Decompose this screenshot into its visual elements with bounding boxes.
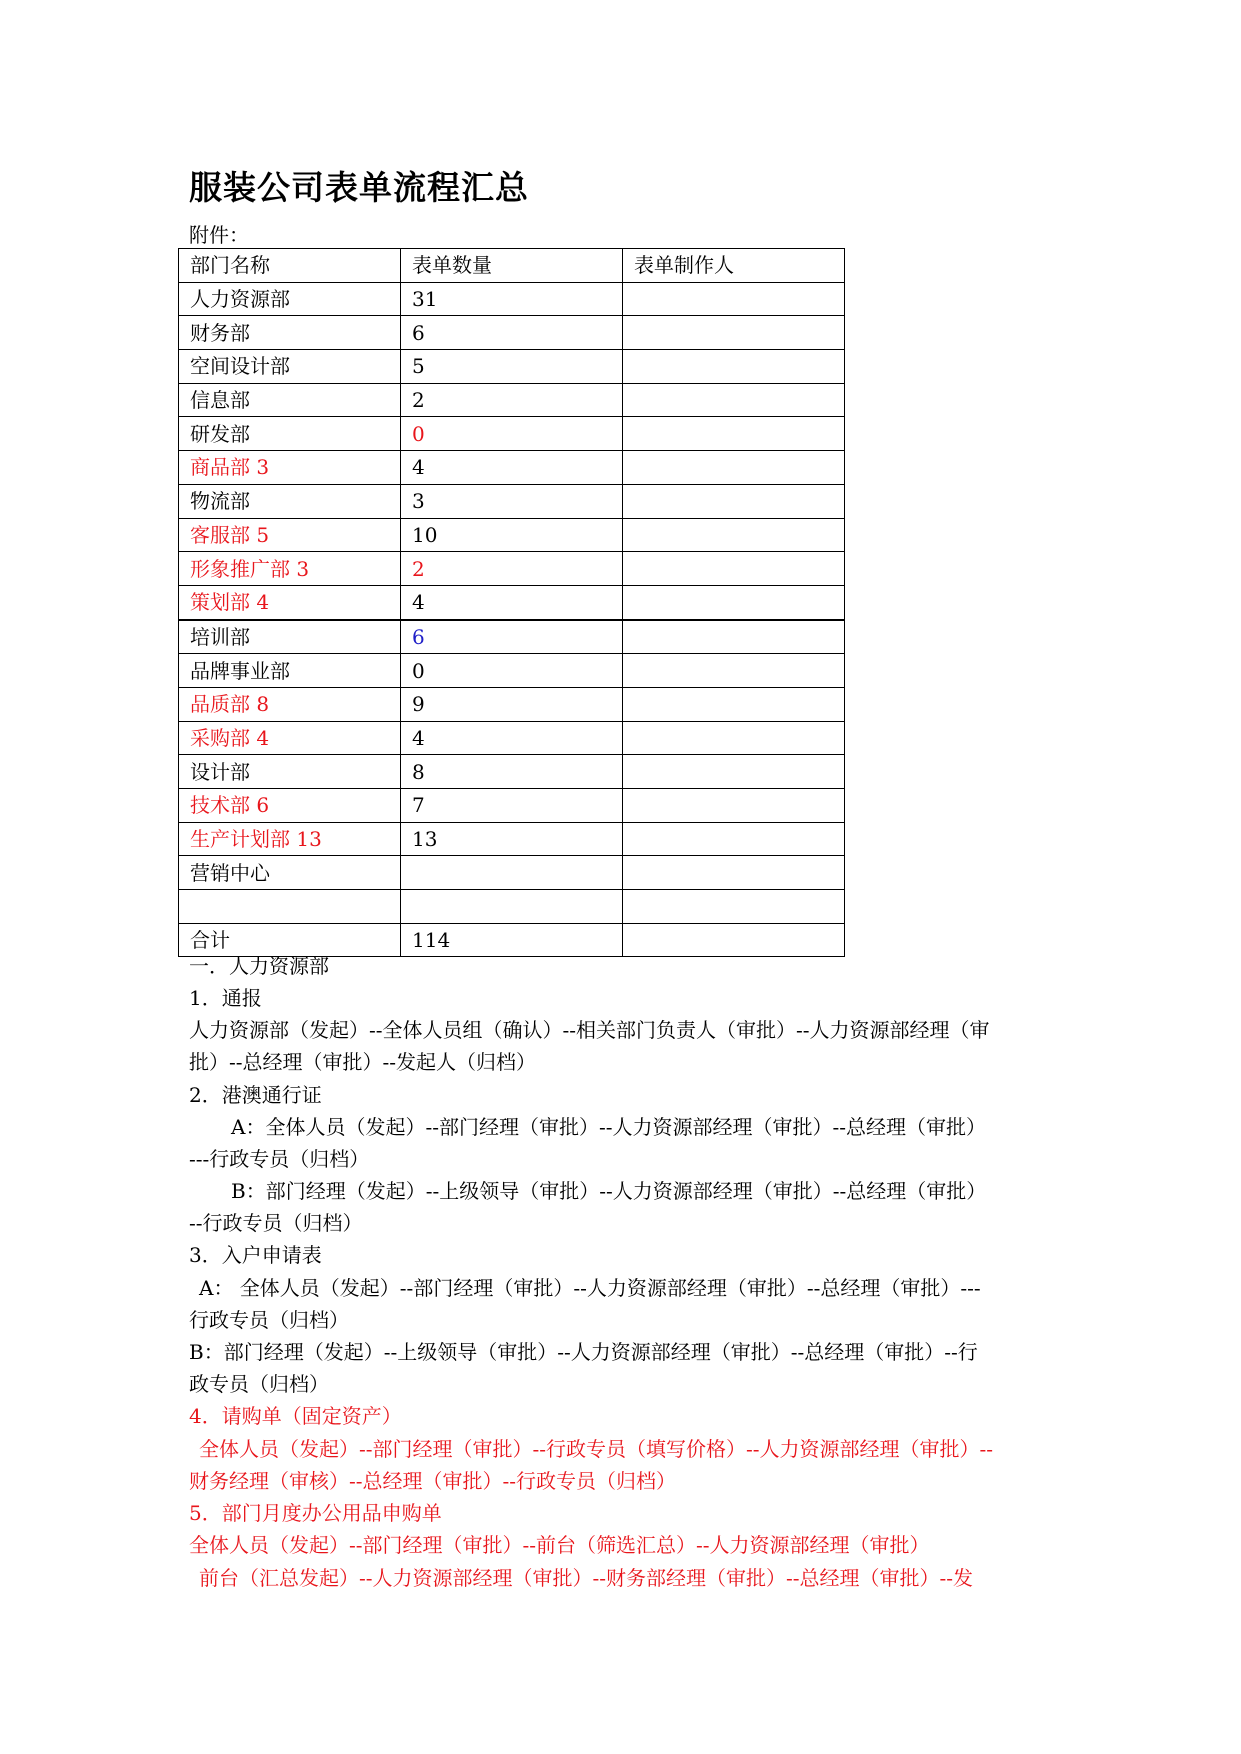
count-cell: 0 bbox=[401, 417, 623, 451]
maker-cell bbox=[623, 417, 845, 451]
table-row bbox=[179, 755, 845, 789]
count-cell: 3 bbox=[401, 484, 623, 518]
item-1-line-2: 批）--总经理（审批）--发起人（归档） bbox=[189, 1050, 537, 1074]
item-2-a-line-1: A：全体人员（发起）--部门经理（审批）--人力资源部经理（审批）--总经理（审批） bbox=[231, 1115, 986, 1139]
count-cell: 6 bbox=[401, 620, 623, 654]
count-cell: 2 bbox=[401, 383, 623, 417]
item-2-b-line-2: --行政专员（归档） bbox=[189, 1211, 363, 1235]
table-row bbox=[179, 620, 845, 654]
table-row bbox=[179, 417, 845, 451]
item-5-title: 5．部门月度办公用品申购单 bbox=[189, 1501, 442, 1525]
item-4-line-1: 全体人员（发起）--部门经理（审批）--行政专员（填写价格）--人力资源部经理（审批）-- bbox=[199, 1437, 994, 1461]
maker-cell bbox=[623, 923, 845, 957]
maker-cell bbox=[623, 316, 845, 350]
table-header-row bbox=[179, 249, 845, 283]
count-cell bbox=[401, 856, 623, 890]
dept-cell: 生产计划部 13 bbox=[179, 822, 401, 856]
count-cell: 13 bbox=[401, 822, 623, 856]
maker-cell bbox=[623, 856, 845, 890]
maker-cell bbox=[623, 518, 845, 552]
count-cell: 10 bbox=[401, 518, 623, 552]
maker-cell bbox=[623, 755, 845, 789]
table-row bbox=[179, 383, 845, 417]
table-row bbox=[179, 282, 845, 316]
table-row bbox=[179, 721, 845, 755]
table-row bbox=[179, 518, 845, 552]
maker-cell bbox=[623, 654, 845, 688]
dept-cell: 策划部 4 bbox=[179, 585, 401, 619]
item-1-line-1: 人力资源部（发起）--全体人员组（确认）--相关部门负责人（审批）--人力资源部经理（审 bbox=[189, 1018, 990, 1042]
attachment-label: 附件： bbox=[189, 223, 249, 247]
table-row bbox=[179, 687, 845, 721]
dept-cell: 设计部 bbox=[179, 755, 401, 789]
item-3-b-line-1: B：部门经理（发起）--上级领导（审批）--人力资源部经理（审批）--总经理（审批）--行 bbox=[189, 1340, 978, 1364]
item-4-title: 4．请购单（固定资产） bbox=[189, 1404, 402, 1428]
dept-cell: 人力资源部 bbox=[179, 282, 401, 316]
maker-cell bbox=[623, 451, 845, 485]
count-cell: 8 bbox=[401, 755, 623, 789]
dept-cell: 营销中心 bbox=[179, 856, 401, 890]
dept-cell: 物流部 bbox=[179, 484, 401, 518]
table-row bbox=[179, 654, 845, 688]
dept-cell: 品牌事业部 bbox=[179, 654, 401, 688]
count-cell: 4 bbox=[401, 585, 623, 619]
maker-cell bbox=[623, 687, 845, 721]
section-hr: 一．人力资源部 bbox=[189, 954, 329, 978]
dept-cell: 财务部 bbox=[179, 316, 401, 350]
count-cell: 114 bbox=[401, 923, 623, 957]
item-2-b-line-1: B：部门经理（发起）--上级领导（审批）--人力资源部经理（审批）--总经理（审批） bbox=[231, 1179, 987, 1203]
dept-cell: 空间设计部 bbox=[179, 350, 401, 384]
count-cell: 4 bbox=[401, 451, 623, 485]
count-cell: 6 bbox=[401, 316, 623, 350]
maker-cell bbox=[623, 789, 845, 823]
count-cell bbox=[401, 890, 623, 924]
count-cell: 7 bbox=[401, 789, 623, 823]
table-row bbox=[179, 923, 845, 957]
count-cell: 0 bbox=[401, 654, 623, 688]
document-title: 服装公司表单流程汇总 bbox=[189, 168, 529, 207]
dept-cell: 培训部 bbox=[179, 620, 401, 654]
table-row bbox=[179, 316, 845, 350]
dept-cell bbox=[179, 890, 401, 924]
item-3-title: 3．入户申请表 bbox=[189, 1243, 322, 1267]
maker-cell bbox=[623, 350, 845, 384]
count-cell: 5 bbox=[401, 350, 623, 384]
table-row bbox=[179, 451, 845, 485]
table-row bbox=[179, 890, 845, 924]
dept-cell: 采购部 4 bbox=[179, 721, 401, 755]
maker-cell bbox=[623, 484, 845, 518]
maker-cell bbox=[623, 620, 845, 654]
dept-cell: 形象推广部 3 bbox=[179, 552, 401, 586]
table-row bbox=[179, 856, 845, 890]
maker-cell bbox=[623, 383, 845, 417]
table-row bbox=[179, 585, 845, 619]
header-count: 表单数量 bbox=[401, 249, 623, 283]
count-cell: 31 bbox=[401, 282, 623, 316]
dept-cell: 信息部 bbox=[179, 383, 401, 417]
table-row bbox=[179, 350, 845, 384]
header-maker: 表单制作人 bbox=[623, 249, 845, 283]
count-cell: 9 bbox=[401, 687, 623, 721]
item-2-a-line-2: ---行政专员（归档） bbox=[189, 1147, 370, 1171]
dept-cell: 商品部 3 bbox=[179, 451, 401, 485]
item-5-line-2: 前台（汇总发起）--人力资源部经理（审批）--财务部经理（审批）--总经理（审批）--发 bbox=[199, 1566, 974, 1590]
count-cell: 4 bbox=[401, 721, 623, 755]
item-4-line-2: 财务经理（审核）--总经理（审批）--行政专员（归档） bbox=[189, 1469, 677, 1493]
maker-cell bbox=[623, 822, 845, 856]
table-row bbox=[179, 484, 845, 518]
item-3-a-line-1: A： 全体人员（发起）--部门经理（审批）--人力资源部经理（审批）--总经理（审批）--- bbox=[199, 1276, 981, 1300]
table-row bbox=[179, 789, 845, 823]
department-form-table bbox=[178, 248, 845, 957]
item-2-title: 2．港澳通行证 bbox=[189, 1083, 322, 1107]
maker-cell bbox=[623, 282, 845, 316]
maker-cell bbox=[623, 585, 845, 619]
item-3-a-line-2: 行政专员（归档） bbox=[189, 1308, 349, 1332]
table-row bbox=[179, 552, 845, 586]
maker-cell bbox=[623, 552, 845, 586]
maker-cell bbox=[623, 721, 845, 755]
dept-cell: 研发部 bbox=[179, 417, 401, 451]
dept-cell: 品质部 8 bbox=[179, 687, 401, 721]
maker-cell bbox=[623, 890, 845, 924]
dept-cell: 客服部 5 bbox=[179, 518, 401, 552]
dept-cell: 合计 bbox=[179, 923, 401, 957]
item-3-b-line-2: 政专员（归档） bbox=[189, 1372, 329, 1396]
count-cell: 2 bbox=[401, 552, 623, 586]
item-5-line-1: 全体人员（发起）--部门经理（审批）--前台（筛选汇总）--人力资源部经理（审批） bbox=[189, 1533, 930, 1557]
dept-cell: 技术部 6 bbox=[179, 789, 401, 823]
item-1-title: 1．通报 bbox=[189, 986, 262, 1010]
table-row bbox=[179, 822, 845, 856]
header-dept: 部门名称 bbox=[179, 249, 401, 283]
